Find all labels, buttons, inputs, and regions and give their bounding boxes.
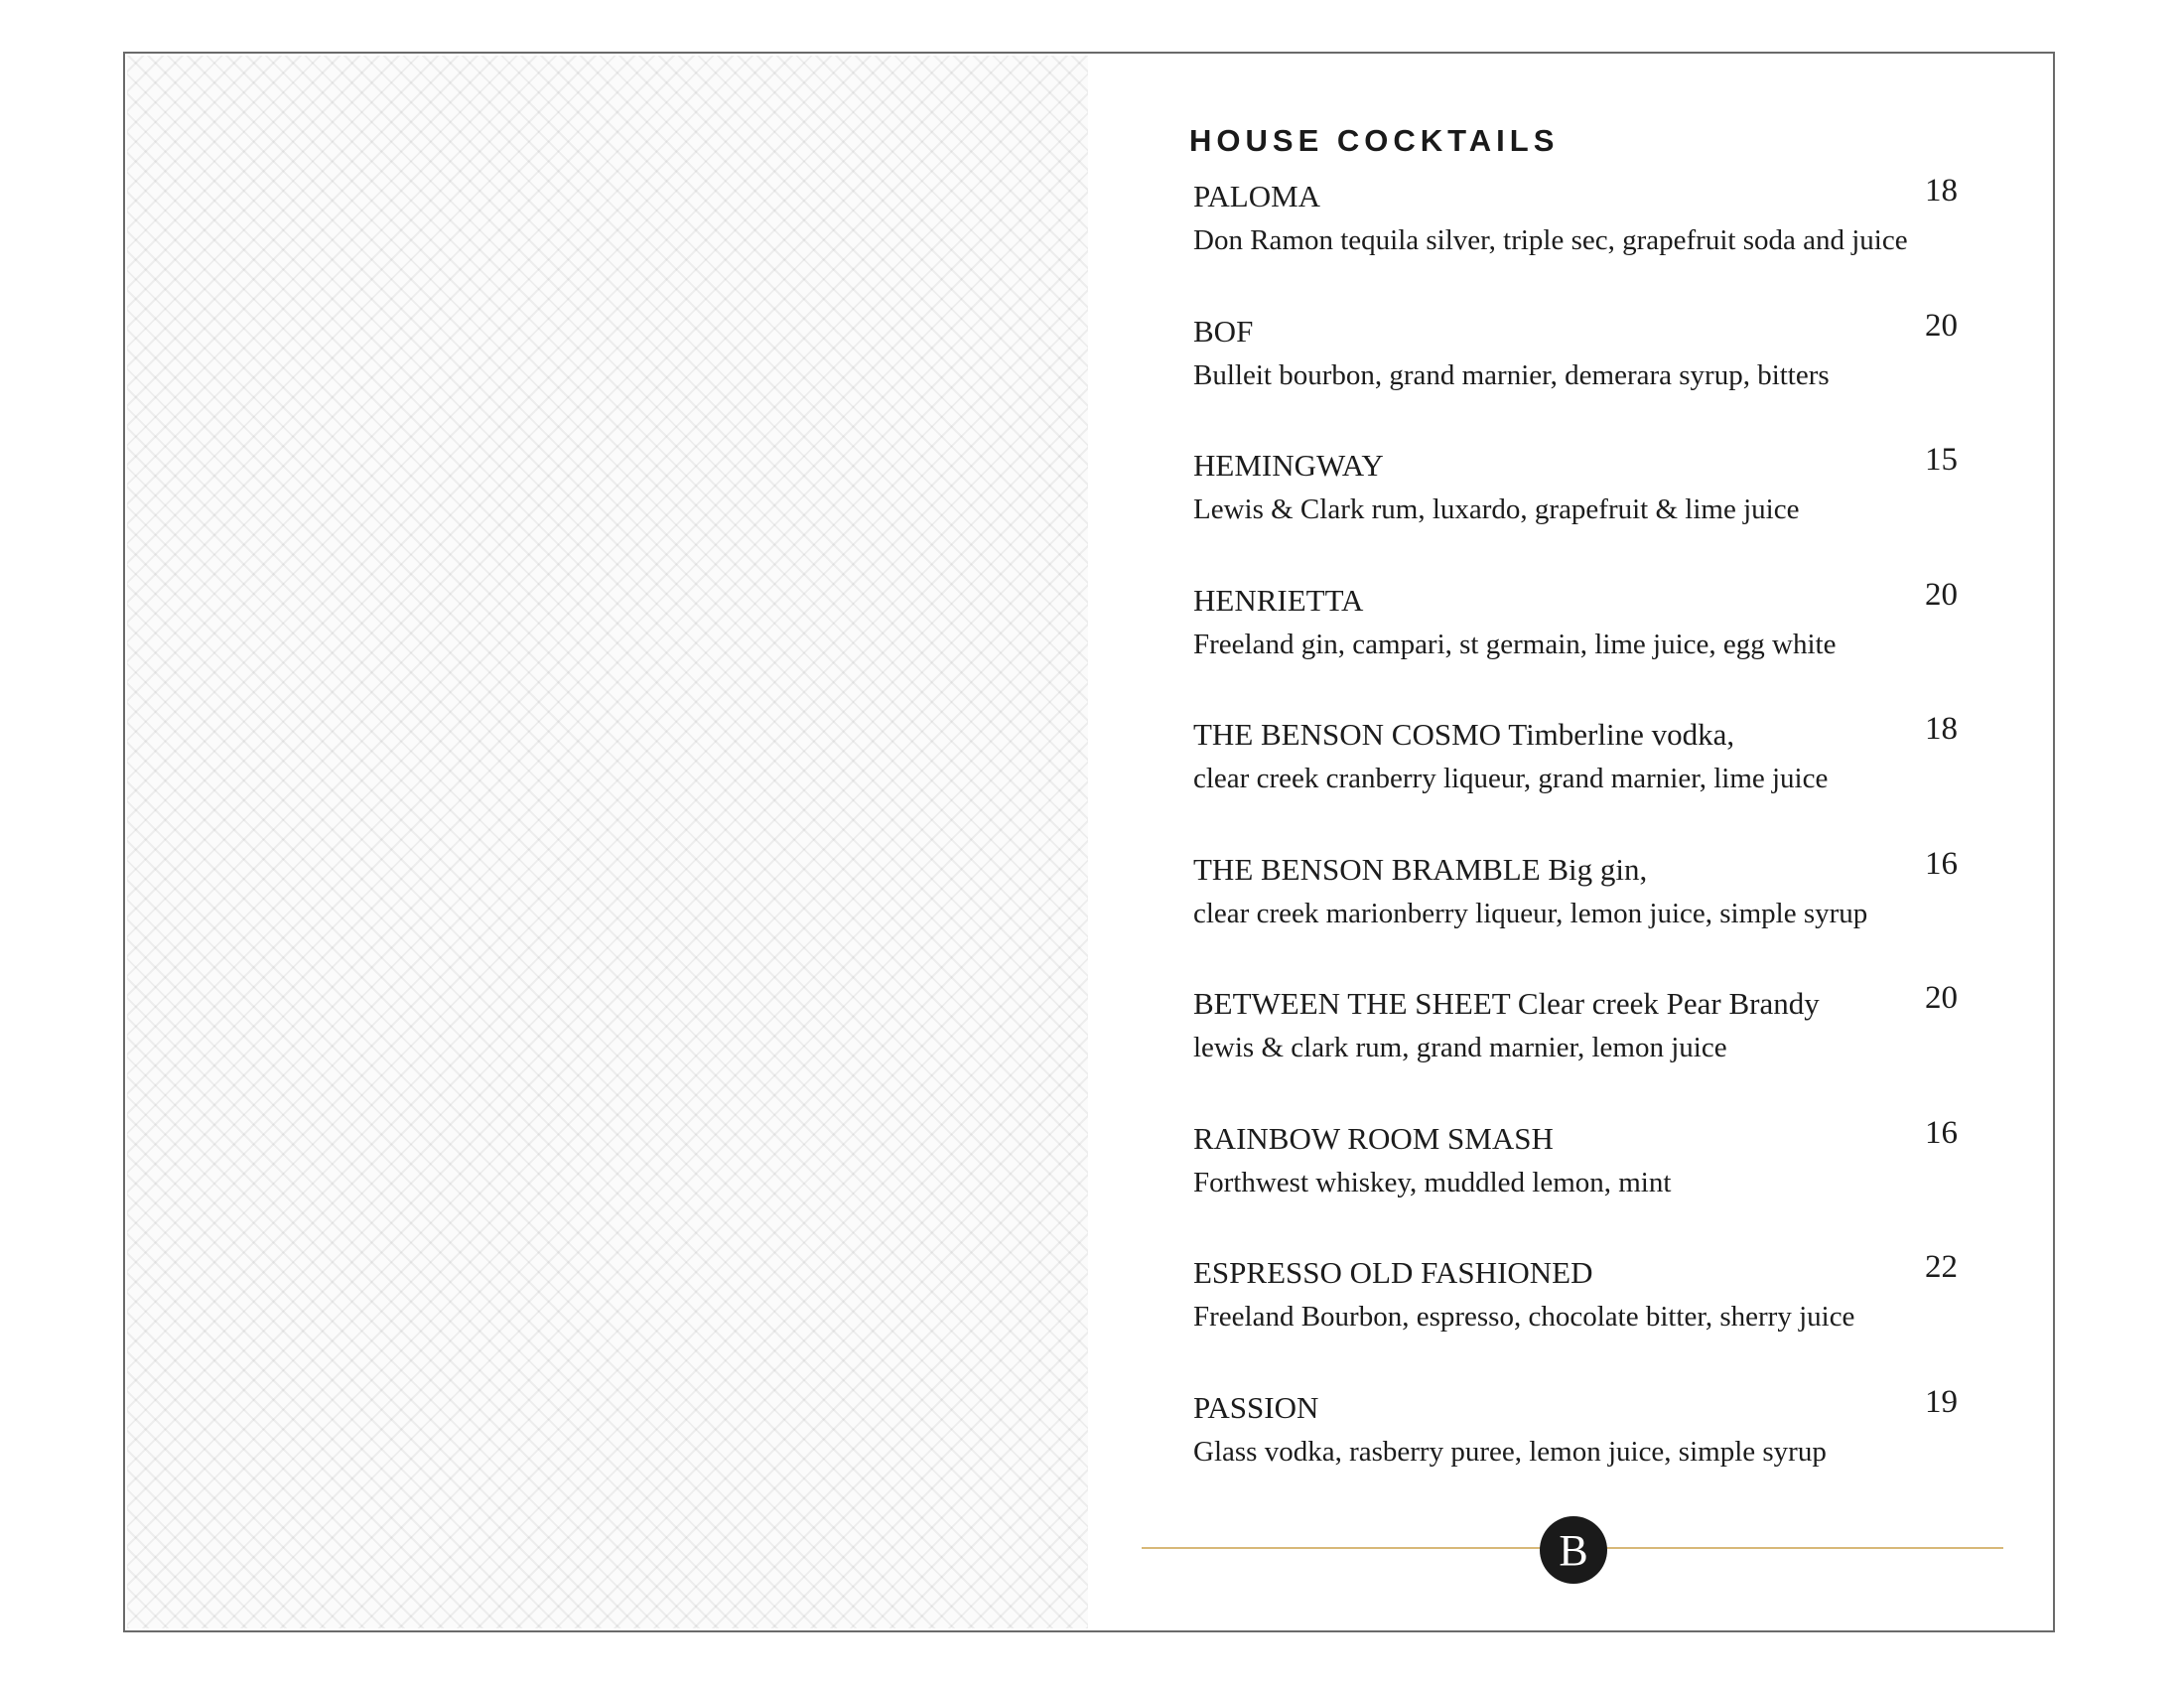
section-title: HOUSE COCKTAILS [1189,123,1560,158]
item-name: HENRIETTA [1193,582,1364,618]
brand-logo [1540,1516,1607,1584]
item-description: Freeland gin, campari, st germain, lime juice, egg white [1193,628,1837,660]
textured-cover-panel [127,56,1088,1628]
menu-item [1193,1384,1958,1519]
item-name: THE BENSON COSMO Timberline vodka, [1193,717,1735,752]
item-price: 16 [1925,845,1958,882]
item-price: 19 [1925,1383,1958,1420]
menu-item [1193,308,1958,443]
item-price: 16 [1925,1114,1958,1151]
item-description: clear creek cranberry liqueur, grand marnier, lime juice [1193,763,1829,794]
logo-letter: B [1559,1525,1588,1575]
menu-item [1193,1115,1958,1250]
item-price: 18 [1925,711,1958,747]
menu-item [1193,846,1958,981]
item-description: Glass vodka, rasberry puree, lemon juice, simple syrup [1193,1435,1827,1468]
item-description: clear creek marionberry liqueur, lemon juice, simple syrup [1193,897,1868,929]
item-price: 20 [1925,576,1958,613]
item-description: Freeland Bourbon, espresso, chocolate bitter, sherry juice [1193,1301,1855,1333]
item-price: 22 [1925,1249,1958,1285]
item-name: RAINBOW ROOM SMASH [1193,1120,1554,1156]
item-description: lewis & clark rum, grand marnier, lemon juice [1193,1032,1727,1063]
item-name: BOF [1193,313,1254,349]
item-name: BETWEEN THE SHEET Clear creek Pear Brandy [1193,986,1820,1021]
item-price: 15 [1925,442,1958,478]
item-description: Lewis & Clark rum, luxardo, grapefruit & lime juice [1193,493,1800,525]
item-price: 18 [1925,173,1958,209]
menu-item [1193,711,1958,846]
item-name: ESPRESSO OLD FASHIONED [1193,1255,1593,1290]
item-description: Bulleit bourbon, grand marnier, demerara syrup, bitters [1193,358,1830,391]
item-name: HEMINGWAY [1193,448,1384,483]
item-price: 20 [1925,980,1958,1016]
menu-item [1193,980,1958,1115]
item-name: THE BENSON BRAMBLE Big gin, [1193,851,1648,887]
item-price: 20 [1925,307,1958,344]
cocktail-list [1193,173,1958,1518]
item-description: Don Ramon tequila silver, triple sec, grapefruit soda and juice [1193,224,1908,256]
item-name: PALOMA [1193,179,1321,213]
item-description: Forthwest whiskey, muddled lemon, mint [1193,1166,1672,1198]
menu-item [1193,1249,1958,1384]
menu-item [1193,173,1958,308]
menu-item [1193,577,1958,712]
menu-item [1193,442,1958,577]
item-name: PASSION [1193,1389,1319,1425]
